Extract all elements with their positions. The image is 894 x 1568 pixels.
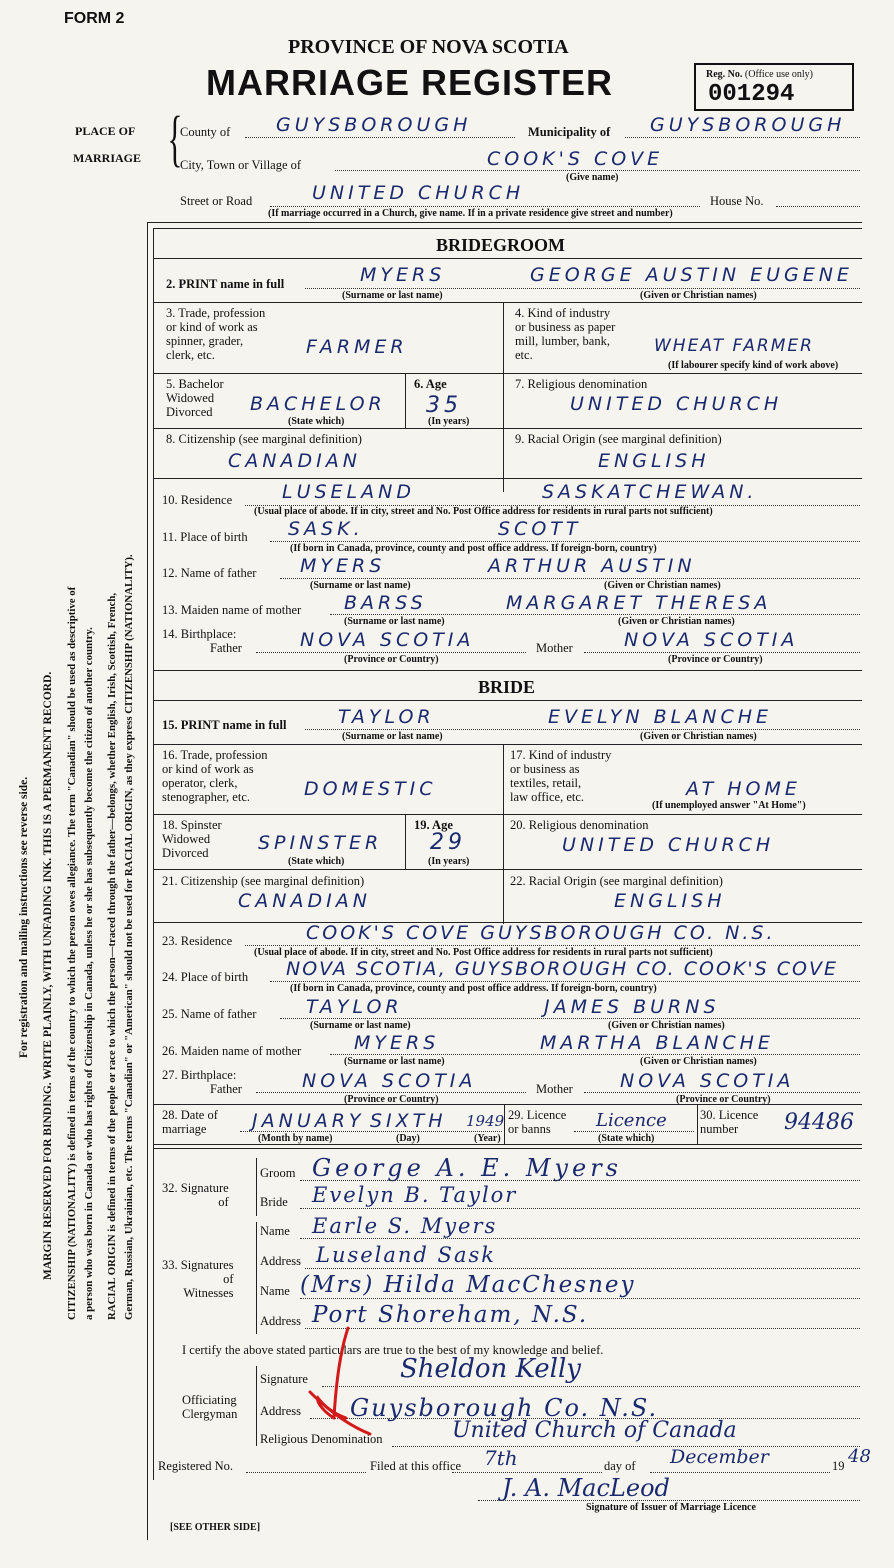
officiating-label: Officiating Clergyman bbox=[182, 1393, 238, 1421]
groom-f9-label: 9. Racial Origin (see marginal definition) bbox=[515, 432, 722, 446]
place-brace: { bbox=[167, 105, 183, 173]
bride-f27-label: 27. Birthplace: bbox=[162, 1068, 237, 1082]
groom-f3-label: 3. Trade, profession or kind of work as spinner, grader, clerk, etc. bbox=[166, 306, 266, 362]
groom-birth-2: SCOTT bbox=[498, 518, 582, 540]
municipality-line bbox=[625, 137, 860, 138]
county-value: GUYSBOROUGH bbox=[276, 114, 472, 136]
bride-rule-4 bbox=[153, 869, 862, 870]
w2-name-word: Name bbox=[260, 1284, 290, 1298]
clergy-denom-word: Religious Denomination bbox=[260, 1432, 383, 1446]
marriage-rule-bottom-2 bbox=[153, 1148, 862, 1149]
groom-f10-label: 10. Residence bbox=[162, 493, 233, 507]
groom-age: 35 bbox=[426, 393, 462, 418]
witness1-name: Earle S. Myers bbox=[312, 1214, 498, 1238]
bride-status-caption: (State which) bbox=[288, 856, 345, 867]
groom-father-line bbox=[280, 578, 860, 579]
bride-f21-label: 21. Citizenship (see marginal definition) bbox=[162, 874, 365, 888]
registered-line bbox=[246, 1472, 366, 1473]
county-line bbox=[245, 137, 515, 138]
filed-year-prefix: 19 bbox=[832, 1459, 845, 1473]
clergy-denomination: United Church of Canada bbox=[452, 1418, 737, 1443]
registered-label: Registered No. bbox=[158, 1459, 233, 1473]
city-value: COOK'S COVE bbox=[487, 148, 664, 170]
bride-origin: ENGLISH bbox=[614, 890, 726, 912]
clergy-sig-line bbox=[322, 1386, 860, 1387]
marriage-date-line bbox=[240, 1131, 502, 1132]
filed-month-line bbox=[650, 1472, 830, 1473]
bride-sig-line bbox=[300, 1208, 860, 1209]
sig-bracket-3 bbox=[256, 1366, 257, 1446]
bride-residence-caption: (Usual place of abode. If in city, street and No. Post Office address for residents in rural parts not sufficient) bbox=[254, 947, 713, 958]
marriage-rule-top bbox=[153, 1104, 862, 1105]
form-number: FORM 2 bbox=[64, 10, 125, 27]
bride-citizenship: CANADIAN bbox=[238, 890, 371, 912]
filed-day-word: day of bbox=[604, 1459, 636, 1473]
reg-number: 001294 bbox=[708, 81, 795, 108]
groom-f11-label: 11. Place of birth bbox=[162, 530, 248, 544]
groom-mother-surname-cap: (Surname or last name) bbox=[344, 616, 445, 627]
bride-age: 29 bbox=[430, 830, 466, 855]
bride-f17-label: 17. Kind of industry or business as textiles, retail, law office, etc. bbox=[510, 748, 612, 804]
reg-label: Reg. No. bbox=[706, 69, 743, 80]
w1-name-line bbox=[300, 1238, 860, 1239]
groom-f4-caption: (If labourer specify kind of work above) bbox=[668, 360, 839, 371]
groom-industry: WHEAT FARMER bbox=[654, 336, 814, 356]
bride-given-cap: (Given or Christian names) bbox=[640, 731, 757, 742]
frame-left-outer bbox=[147, 222, 148, 1540]
groom-birth-1: SASK. bbox=[288, 518, 364, 540]
city-line bbox=[335, 170, 860, 171]
bride-father-given: JAMES BURNS bbox=[544, 996, 720, 1018]
municipality-value: GUYSBOROUGH bbox=[650, 114, 846, 136]
groom-mother-word: Mother bbox=[536, 641, 573, 655]
bride-birth: NOVA SCOTIA, GUYSBOROUGH CO. COOK'S COVE bbox=[286, 958, 838, 980]
groom-father-word: Father bbox=[210, 641, 242, 655]
bride-mother-word: Mother bbox=[536, 1082, 573, 1096]
marriage-month: JANUARY bbox=[252, 1110, 365, 1132]
bride-surname: TAYLOR bbox=[338, 706, 435, 728]
bride-religion: UNITED CHURCH bbox=[562, 834, 775, 856]
bride-residence-line bbox=[245, 945, 860, 946]
marriage-rule-bottom bbox=[153, 1144, 862, 1145]
red-check-mark bbox=[300, 1322, 380, 1442]
filed-month: December bbox=[670, 1446, 769, 1468]
frame-top-inner bbox=[153, 228, 862, 229]
clergy-signature: Sheldon Kelly bbox=[400, 1354, 581, 1384]
groom-citizenship: CANADIAN bbox=[228, 450, 361, 472]
bride-rule-2 bbox=[153, 744, 862, 745]
groom-rule-2 bbox=[153, 373, 862, 374]
bride-f26-label: 26. Maiden name of mother bbox=[162, 1044, 302, 1058]
marriage-month-cap: (Month by name) bbox=[258, 1133, 333, 1144]
sig-f32-label: 32. Signature of bbox=[162, 1181, 229, 1209]
marriage-day: SIXTH bbox=[370, 1110, 447, 1132]
margin-note-4: a person who was born in Canada or who has rights of Citizenship in Canada, unless he or she has subsequently become the citizen of another country. bbox=[83, 627, 95, 1320]
street-line bbox=[270, 206, 700, 207]
bride-father-surname: TAYLOR bbox=[306, 996, 403, 1018]
bride-father-line bbox=[280, 1018, 860, 1019]
bride-f19-label: 19. Age bbox=[414, 818, 453, 832]
place-heading-2: MARRIAGE bbox=[73, 151, 141, 165]
groom-status: BACHELOR bbox=[250, 393, 386, 415]
groom-rule-1 bbox=[153, 302, 862, 303]
marriage-divider-1 bbox=[504, 1104, 505, 1144]
bride-father-surname-cap: (Surname or last name) bbox=[310, 1020, 411, 1031]
bride-father-bp-line bbox=[256, 1092, 526, 1093]
groom-birth-line bbox=[270, 541, 860, 542]
bride-col-divider bbox=[503, 744, 504, 924]
groom-father-given-cap: (Given or Christian names) bbox=[604, 580, 721, 591]
marriage-day-cap: (Day) bbox=[396, 1133, 420, 1144]
bride-f23-label: 23. Residence bbox=[162, 934, 233, 948]
frame-left-inner bbox=[153, 228, 154, 1480]
bride-rule-3 bbox=[153, 814, 862, 815]
groom-f2-label: 2. PRINT name in full bbox=[166, 277, 285, 291]
issuer-caption: Signature of Issuer of Marriage Licence bbox=[586, 1502, 756, 1513]
groom-rule-3 bbox=[153, 428, 862, 429]
bride-surname-cap: (Surname or last name) bbox=[342, 731, 443, 742]
groom-mother-line bbox=[330, 614, 860, 615]
sig-bride-word: Bride bbox=[260, 1195, 288, 1209]
groom-father-surname: MYERS bbox=[300, 555, 386, 577]
marriage-f28-label: 28. Date of marriage bbox=[162, 1108, 218, 1136]
w2-address-word: Address bbox=[260, 1314, 301, 1328]
groom-birth-caption: (If born in Canada, province, county and post office address. If foreign-born, country) bbox=[290, 543, 657, 554]
reg-office-note: (Office use only) bbox=[744, 69, 814, 80]
clergy-denom-line bbox=[392, 1446, 860, 1447]
groom-status-caption: (State which) bbox=[288, 416, 345, 427]
bridegroom-heading: BRIDEGROOM bbox=[436, 235, 566, 255]
bride-f17-caption: (If unemployed answer "At Home") bbox=[652, 800, 806, 811]
see-other-side: [SEE OTHER SIDE] bbox=[170, 1522, 261, 1533]
street-caption: (If marriage occurred in a Church, give name. If in a private residence give street and number) bbox=[268, 208, 673, 219]
bride-heading: BRIDE bbox=[478, 677, 536, 697]
bride-rule-1 bbox=[153, 700, 862, 701]
bride-rule-0 bbox=[153, 670, 862, 671]
street-value: UNITED CHURCH bbox=[312, 182, 525, 204]
bride-f15-label: 15. PRINT name in full bbox=[162, 718, 287, 732]
groom-father-surname-cap: (Surname or last name) bbox=[310, 580, 411, 591]
groom-sig-line bbox=[300, 1180, 860, 1181]
bride-mother-surname-cap: (Surname or last name) bbox=[344, 1056, 445, 1067]
margin-note-3: CITIZENSHIP (NATIONALITY) is defined in terms of the country to which the person owes allegiance. The term "Canadian" should be used as descriptive of bbox=[66, 586, 78, 1320]
w2-name-line bbox=[300, 1298, 860, 1299]
groom-surname: MYERS bbox=[360, 264, 446, 286]
margin-note-6: German, Russian, Ukrainian, etc. The terms "Canadian" or "American" should not be used for RACIAL ORIGIN, as they express CITIZENSHIP (NATIONALITY). bbox=[123, 554, 135, 1320]
groom-age-caption: (In years) bbox=[428, 416, 470, 427]
marriage-year: 1949 bbox=[466, 1112, 505, 1130]
groom-f8-label: 8. Citizenship (see marginal definition) bbox=[166, 432, 362, 446]
groom-age-divider bbox=[405, 373, 406, 428]
groom-f13-label: 13. Maiden name of mother bbox=[162, 603, 302, 617]
sig-f33-label: 33. Signatures of Witnesses bbox=[162, 1258, 234, 1300]
frame-top bbox=[147, 222, 862, 223]
marriage-f30-label: 30. Licence number bbox=[700, 1108, 759, 1136]
bride-mother-bp-line bbox=[584, 1092, 860, 1093]
bride-residence: COOK'S COVE GUYSBOROUGH CO. N.S. bbox=[306, 922, 776, 944]
marriage-year-cap: (Year) bbox=[474, 1133, 501, 1144]
groom-mother-bp-line bbox=[584, 652, 860, 653]
groom-father-bp-line bbox=[256, 652, 526, 653]
groom-father-given: ARTHUR AUSTIN bbox=[488, 555, 696, 577]
margin-note-1: For registration and mailing instructions see reverse side. bbox=[18, 776, 30, 1058]
groom-mother-given: MARGARET THERESA bbox=[506, 592, 772, 614]
filed-day: 7th bbox=[484, 1446, 518, 1470]
groom-mother-given-cap: (Given or Christian names) bbox=[618, 616, 735, 627]
groom-mother-birthplace: NOVA SCOTIA bbox=[624, 629, 799, 651]
groom-f6-label: 6. Age bbox=[414, 377, 447, 391]
groom-f4-label: 4. Kind of industry or business as paper mill, lumber, bank, etc. bbox=[515, 306, 616, 362]
bride-father-word: Father bbox=[210, 1082, 242, 1096]
bride-f24-label: 24. Place of birth bbox=[162, 970, 249, 984]
filed-label: Filed at this office bbox=[370, 1459, 462, 1473]
margin-note-2: MARGIN RESERVED FOR BINDING. WRITE PLAINLY, WITH UNFADING INK. THIS IS A PERMANENT RECORD. bbox=[42, 671, 54, 1280]
marriage-divider-2 bbox=[697, 1104, 698, 1144]
groom-col-divider-1 bbox=[503, 302, 504, 492]
bride-f22-label: 22. Racial Origin (see marginal definition) bbox=[510, 874, 723, 888]
registration-box bbox=[694, 63, 854, 111]
sig-bracket-1 bbox=[256, 1158, 257, 1216]
clergy-address-word: Address bbox=[260, 1404, 301, 1418]
filed-line bbox=[452, 1472, 602, 1473]
clergy-sig-word: Signature bbox=[260, 1372, 308, 1386]
bride-name-line bbox=[305, 729, 860, 730]
w1-name-word: Name bbox=[260, 1224, 290, 1238]
groom-surname-caption: (Surname or last name) bbox=[342, 290, 443, 301]
bride-f20-label: 20. Religious denomination bbox=[510, 818, 649, 832]
issuer-sig-line bbox=[478, 1500, 860, 1501]
bride-status: SPINSTER bbox=[258, 832, 383, 854]
filed-year: 48 bbox=[848, 1446, 871, 1467]
groom-rule-0 bbox=[153, 258, 862, 259]
sig-bracket-2 bbox=[256, 1222, 257, 1334]
groom-father-bp-cap: (Province or Country) bbox=[344, 654, 439, 665]
groom-residence-2: SASKATCHEWAN. bbox=[542, 481, 758, 503]
margin-note-5: RACIAL ORIGIN is defined in terms of the people or race to which the person—traced through the father—belongs, whether English, Irish, Scottish, French, bbox=[106, 592, 118, 1320]
groom-f12-label: 12. Name of father bbox=[162, 566, 257, 580]
bride-industry: AT HOME bbox=[686, 778, 801, 800]
city-label: City, Town or Village of bbox=[180, 158, 302, 172]
bride-birth-caption: (If born in Canada, province, county and post office address. If foreign-born, country) bbox=[290, 983, 657, 994]
bride-mother-birthplace: NOVA SCOTIA bbox=[620, 1070, 795, 1092]
groom-residence-caption: (Usual place of abode. If in city, street and No. Post Office address for residents in rural parts not sufficient) bbox=[254, 506, 713, 517]
bride-age-divider bbox=[405, 814, 406, 869]
groom-rule-4 bbox=[153, 478, 862, 479]
groom-given: GEORGE AUSTIN EUGENE bbox=[530, 264, 853, 286]
sig-groom-word: Groom bbox=[260, 1166, 296, 1180]
bride-father-given-cap: (Given or Christian names) bbox=[608, 1020, 725, 1031]
witness2-address: Port Shoreham, N.S. bbox=[312, 1302, 589, 1328]
bride-given: EVELYN BLANCHE bbox=[548, 706, 773, 728]
groom-religion: UNITED CHURCH bbox=[570, 393, 783, 415]
marriage-licence-cap: (State which) bbox=[598, 1133, 655, 1144]
marriage-licence-line bbox=[574, 1131, 694, 1132]
place-heading-1: PLACE OF bbox=[75, 124, 136, 138]
groom-father-birthplace: NOVA SCOTIA bbox=[300, 629, 475, 651]
groom-given-caption: (Given or Christian names) bbox=[640, 290, 757, 301]
marriage-licence-number: 94486 bbox=[784, 1110, 854, 1135]
bride-trade: DOMESTIC bbox=[304, 778, 437, 800]
issuer-signature: J. A. MacLeod bbox=[502, 1474, 670, 1502]
marriage-f29-label: 29. Licence or banns bbox=[508, 1108, 567, 1136]
bride-mother-surname: MYERS bbox=[354, 1032, 440, 1054]
groom-origin: ENGLISH bbox=[598, 450, 710, 472]
groom-mother-surname: BARSS bbox=[344, 592, 427, 614]
city-caption: (Give name) bbox=[566, 172, 619, 183]
certify-statement: I certify the above stated particulars are true to the best of my knowledge and belief. bbox=[182, 1343, 604, 1357]
bride-f18-label: 18. Spinster Widowed Divorced bbox=[162, 818, 222, 860]
county-label: County of bbox=[180, 125, 231, 139]
witness2-name: (Mrs) Hilda MacChesney bbox=[300, 1272, 636, 1298]
w1-address-line bbox=[305, 1268, 860, 1269]
bride-father-bp-cap: (Province or Country) bbox=[344, 1094, 439, 1105]
groom-f7-label: 7. Religious denomination bbox=[515, 377, 648, 391]
house-label: House No. bbox=[710, 194, 764, 208]
bride-signature: Evelyn B. Taylor bbox=[312, 1183, 518, 1207]
groom-residence-1: LUSELAND bbox=[282, 481, 415, 503]
groom-f5-label: 5. Bachelor Widowed Divorced bbox=[166, 377, 224, 419]
groom-trade: FARMER bbox=[306, 336, 408, 358]
bride-mother-line bbox=[330, 1054, 860, 1055]
bride-birth-line bbox=[270, 981, 860, 982]
groom-name-line bbox=[305, 288, 860, 289]
clergy-address: Guysborough Co. N.S. bbox=[350, 1394, 659, 1422]
groom-mother-bp-cap: (Province or Country) bbox=[668, 654, 763, 665]
bride-mother-given: MARTHA BLANCHE bbox=[540, 1032, 774, 1054]
witness1-address: Luseland Sask bbox=[316, 1243, 496, 1267]
municipality-label: Municipality of bbox=[528, 125, 611, 139]
bride-father-birthplace: NOVA SCOTIA bbox=[302, 1070, 477, 1092]
w2-address-line bbox=[305, 1328, 860, 1329]
bride-f16-label: 16. Trade, profession or kind of work as operator, clerk, stenographer, etc. bbox=[162, 748, 268, 804]
house-line bbox=[776, 206, 860, 207]
bride-mother-given-cap: (Given or Christian names) bbox=[640, 1056, 757, 1067]
bride-mother-bp-cap: (Province or Country) bbox=[676, 1094, 771, 1105]
groom-f14-label: 14. Birthplace: bbox=[162, 627, 237, 641]
marriage-licence: Licence bbox=[596, 1110, 667, 1131]
page-title: MARRIAGE REGISTER bbox=[206, 62, 614, 103]
groom-signature: George A. E. Myers bbox=[312, 1154, 622, 1182]
bride-f25-label: 25. Name of father bbox=[162, 1007, 257, 1021]
w1-address-word: Address bbox=[260, 1254, 301, 1268]
bride-age-caption: (In years) bbox=[428, 856, 470, 867]
province-heading: PROVINCE OF NOVA SCOTIA bbox=[288, 36, 569, 58]
street-label: Street or Road bbox=[180, 194, 253, 208]
